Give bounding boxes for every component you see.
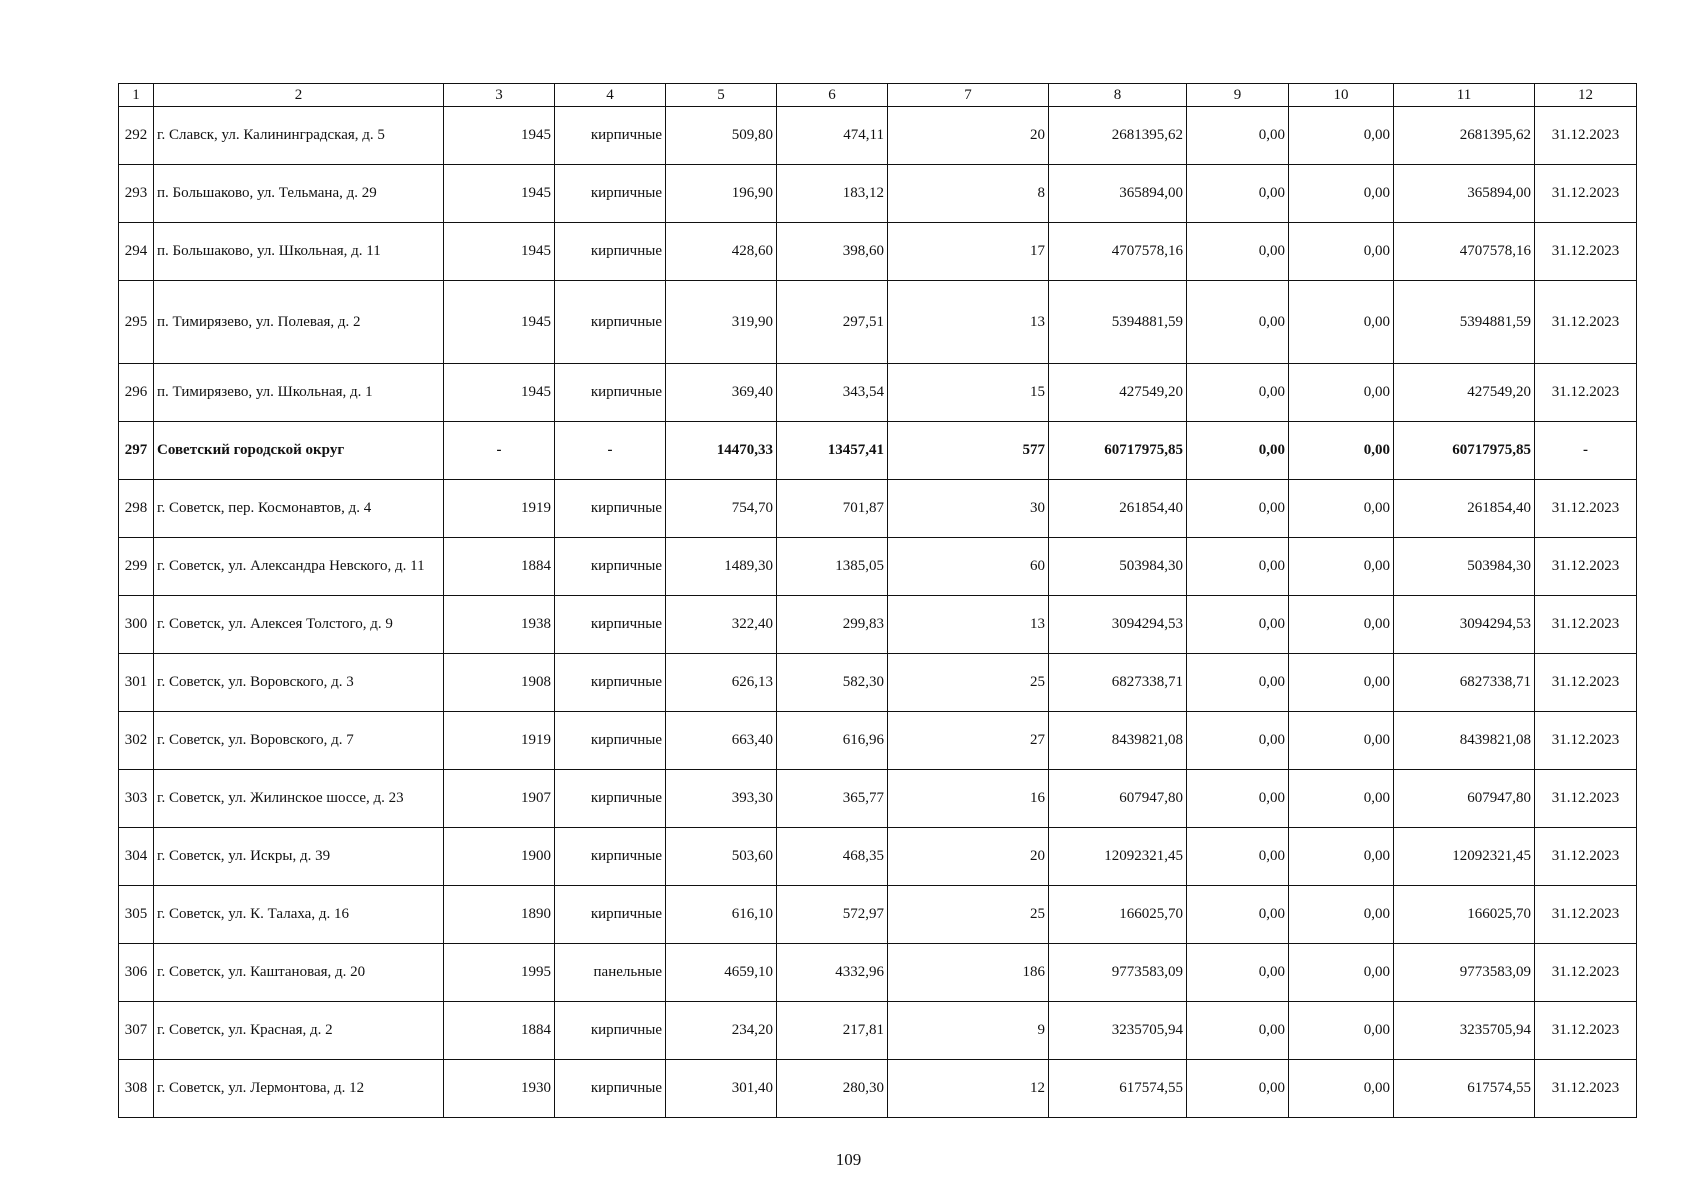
wall-material-cell: кирпичные <box>555 828 666 886</box>
year-built-cell: 1919 <box>444 480 555 538</box>
deadline-cell: 31.12.2023 <box>1535 107 1637 165</box>
address-cell: г. Славск, ул. Калининградская, д. 5 <box>154 107 444 165</box>
row-number-cell: 294 <box>119 223 154 281</box>
wall-material-cell: кирпичные <box>555 1002 666 1060</box>
total-cost-cell: 5394881,59 <box>1049 281 1187 364</box>
column-header: 3 <box>444 84 555 107</box>
deadline-cell: 31.12.2023 <box>1535 1002 1637 1060</box>
column-header: 12 <box>1535 84 1637 107</box>
column-number-header-row <box>119 84 1637 107</box>
address-cell: г. Советск, ул. Каштановая, д. 20 <box>154 944 444 1002</box>
address-cell: п. Тимирязево, ул. Школьная, д. 1 <box>154 364 444 422</box>
budget-cell: 0,00 <box>1289 538 1394 596</box>
wall-material-cell: кирпичные <box>555 223 666 281</box>
budget-cell: 0,00 <box>1289 1002 1394 1060</box>
wall-material-cell: кирпичные <box>555 770 666 828</box>
address-cell: г. Советск, ул. Александра Невского, д. 11 <box>154 538 444 596</box>
deadline-cell: 31.12.2023 <box>1535 712 1637 770</box>
total-cost-cell: 4707578,16 <box>1049 223 1187 281</box>
fund-cell: 0,00 <box>1187 712 1289 770</box>
residents-count-cell: 30 <box>888 480 1049 538</box>
column-header: 4 <box>555 84 666 107</box>
wall-material-cell: кирпичные <box>555 281 666 364</box>
fund-cell: 0,00 <box>1187 1002 1289 1060</box>
living-area-cell: 280,30 <box>777 1060 888 1118</box>
address-cell: г. Советск, пер. Космонавтов, д. 4 <box>154 480 444 538</box>
fund-cell: 0,00 <box>1187 165 1289 223</box>
deadline-cell: 31.12.2023 <box>1535 886 1637 944</box>
owners-funds-cell: 9773583,09 <box>1394 944 1535 1002</box>
total-cost-cell: 12092321,45 <box>1049 828 1187 886</box>
deadline-cell: 31.12.2023 <box>1535 596 1637 654</box>
owners-funds-cell: 503984,30 <box>1394 538 1535 596</box>
address-cell: п. Большаково, ул. Тельмана, д. 29 <box>154 165 444 223</box>
deadline-cell: 31.12.2023 <box>1535 1060 1637 1118</box>
table-row <box>119 107 1637 165</box>
budget-cell: 0,00 <box>1289 422 1394 480</box>
deadline-cell: 31.12.2023 <box>1535 654 1637 712</box>
total-cost-cell: 607947,80 <box>1049 770 1187 828</box>
living-area-cell: 616,96 <box>777 712 888 770</box>
residents-count-cell: 13 <box>888 596 1049 654</box>
total-area-cell: 4659,10 <box>666 944 777 1002</box>
owners-funds-cell: 617574,55 <box>1394 1060 1535 1118</box>
table-row <box>119 886 1637 944</box>
total-area-cell: 663,40 <box>666 712 777 770</box>
column-header: 11 <box>1394 84 1535 107</box>
residents-count-cell: 186 <box>888 944 1049 1002</box>
column-header: 6 <box>777 84 888 107</box>
fund-cell: 0,00 <box>1187 654 1289 712</box>
residents-count-cell: 25 <box>888 654 1049 712</box>
year-built-cell: - <box>444 422 555 480</box>
total-area-cell: 503,60 <box>666 828 777 886</box>
table-row <box>119 480 1637 538</box>
total-cost-cell: 427549,20 <box>1049 364 1187 422</box>
total-cost-cell: 3094294,53 <box>1049 596 1187 654</box>
fund-cell: 0,00 <box>1187 770 1289 828</box>
column-header: 10 <box>1289 84 1394 107</box>
row-number-cell: 305 <box>119 886 154 944</box>
residents-count-cell: 15 <box>888 364 1049 422</box>
budget-cell: 0,00 <box>1289 654 1394 712</box>
residents-count-cell: 12 <box>888 1060 1049 1118</box>
deadline-cell: 31.12.2023 <box>1535 281 1637 364</box>
row-number-cell: 295 <box>119 281 154 364</box>
fund-cell: 0,00 <box>1187 422 1289 480</box>
page-number: 109 <box>835 1150 862 1169</box>
row-number-cell: 307 <box>119 1002 154 1060</box>
fund-cell: 0,00 <box>1187 886 1289 944</box>
budget-cell: 0,00 <box>1289 828 1394 886</box>
total-cost-cell: 6827338,71 <box>1049 654 1187 712</box>
column-header: 5 <box>666 84 777 107</box>
table-row <box>119 828 1637 886</box>
housing-register-table <box>118 83 1637 1118</box>
total-area-cell: 393,30 <box>666 770 777 828</box>
year-built-cell: 1919 <box>444 712 555 770</box>
budget-cell: 0,00 <box>1289 886 1394 944</box>
residents-count-cell: 13 <box>888 281 1049 364</box>
budget-cell: 0,00 <box>1289 1060 1394 1118</box>
residents-count-cell: 577 <box>888 422 1049 480</box>
deadline-cell: 31.12.2023 <box>1535 165 1637 223</box>
total-area-cell: 14470,33 <box>666 422 777 480</box>
year-built-cell: 1938 <box>444 596 555 654</box>
address-cell: г. Советск, ул. К. Талаха, д. 16 <box>154 886 444 944</box>
total-area-cell: 234,20 <box>666 1002 777 1060</box>
living-area-cell: 398,60 <box>777 223 888 281</box>
table-row <box>119 364 1637 422</box>
fund-cell: 0,00 <box>1187 944 1289 1002</box>
table-row <box>119 223 1637 281</box>
deadline-cell: 31.12.2023 <box>1535 538 1637 596</box>
wall-material-cell: кирпичные <box>555 480 666 538</box>
total-cost-cell: 9773583,09 <box>1049 944 1187 1002</box>
budget-cell: 0,00 <box>1289 770 1394 828</box>
fund-cell: 0,00 <box>1187 1060 1289 1118</box>
wall-material-cell: кирпичные <box>555 364 666 422</box>
column-header: 7 <box>888 84 1049 107</box>
year-built-cell: 1890 <box>444 886 555 944</box>
wall-material-cell: кирпичные <box>555 712 666 770</box>
total-area-cell: 1489,30 <box>666 538 777 596</box>
owners-funds-cell: 166025,70 <box>1394 886 1535 944</box>
wall-material-cell: кирпичные <box>555 538 666 596</box>
budget-cell: 0,00 <box>1289 281 1394 364</box>
residents-count-cell: 9 <box>888 1002 1049 1060</box>
owners-funds-cell: 12092321,45 <box>1394 828 1535 886</box>
deadline-cell: 31.12.2023 <box>1535 828 1637 886</box>
living-area-cell: 13457,41 <box>777 422 888 480</box>
fund-cell: 0,00 <box>1187 480 1289 538</box>
row-number-cell: 308 <box>119 1060 154 1118</box>
row-number-cell: 306 <box>119 944 154 1002</box>
table-row <box>119 422 1637 480</box>
fund-cell: 0,00 <box>1187 223 1289 281</box>
address-cell: п. Большаково, ул. Школьная, д. 11 <box>154 223 444 281</box>
owners-funds-cell: 8439821,08 <box>1394 712 1535 770</box>
row-number-cell: 302 <box>119 712 154 770</box>
total-cost-cell: 261854,40 <box>1049 480 1187 538</box>
row-number-cell: 299 <box>119 538 154 596</box>
residents-count-cell: 20 <box>888 828 1049 886</box>
year-built-cell: 1908 <box>444 654 555 712</box>
wall-material-cell: кирпичные <box>555 107 666 165</box>
owners-funds-cell: 2681395,62 <box>1394 107 1535 165</box>
owners-funds-cell: 261854,40 <box>1394 480 1535 538</box>
wall-material-cell: - <box>555 422 666 480</box>
total-cost-cell: 365894,00 <box>1049 165 1187 223</box>
table-row <box>119 1002 1637 1060</box>
total-area-cell: 616,10 <box>666 886 777 944</box>
residents-count-cell: 20 <box>888 107 1049 165</box>
row-number-cell: 292 <box>119 107 154 165</box>
budget-cell: 0,00 <box>1289 364 1394 422</box>
address-cell: г. Советск, ул. Жилинское шоссе, д. 23 <box>154 770 444 828</box>
column-header: 8 <box>1049 84 1187 107</box>
living-area-cell: 297,51 <box>777 281 888 364</box>
budget-cell: 0,00 <box>1289 712 1394 770</box>
year-built-cell: 1945 <box>444 165 555 223</box>
total-area-cell: 301,40 <box>666 1060 777 1118</box>
year-built-cell: 1945 <box>444 223 555 281</box>
total-area-cell: 319,90 <box>666 281 777 364</box>
fund-cell: 0,00 <box>1187 281 1289 364</box>
row-number-cell: 304 <box>119 828 154 886</box>
fund-cell: 0,00 <box>1187 828 1289 886</box>
fund-cell: 0,00 <box>1187 364 1289 422</box>
row-number-cell: 293 <box>119 165 154 223</box>
residents-count-cell: 16 <box>888 770 1049 828</box>
owners-funds-cell: 427549,20 <box>1394 364 1535 422</box>
total-area-cell: 754,70 <box>666 480 777 538</box>
row-number-cell: 300 <box>119 596 154 654</box>
column-header: 2 <box>154 84 444 107</box>
row-number-cell: 303 <box>119 770 154 828</box>
owners-funds-cell: 607947,80 <box>1394 770 1535 828</box>
total-area-cell: 509,80 <box>666 107 777 165</box>
residents-count-cell: 25 <box>888 886 1049 944</box>
deadline-cell: 31.12.2023 <box>1535 770 1637 828</box>
total-cost-cell: 2681395,62 <box>1049 107 1187 165</box>
row-number-cell: 298 <box>119 480 154 538</box>
table-row <box>119 281 1637 364</box>
row-number-cell: 296 <box>119 364 154 422</box>
total-cost-cell: 617574,55 <box>1049 1060 1187 1118</box>
owners-funds-cell: 60717975,85 <box>1394 422 1535 480</box>
total-area-cell: 626,13 <box>666 654 777 712</box>
owners-funds-cell: 3094294,53 <box>1394 596 1535 654</box>
table-row <box>119 538 1637 596</box>
living-area-cell: 468,35 <box>777 828 888 886</box>
residents-count-cell: 8 <box>888 165 1049 223</box>
address-cell: г. Советск, ул. Лермонтова, д. 12 <box>154 1060 444 1118</box>
address-cell: г. Советск, ул. Алексея Толстого, д. 9 <box>154 596 444 654</box>
wall-material-cell: кирпичные <box>555 1060 666 1118</box>
living-area-cell: 474,11 <box>777 107 888 165</box>
table-body <box>119 107 1637 1118</box>
address-cell: г. Советск, ул. Искры, д. 39 <box>154 828 444 886</box>
wall-material-cell: панельные <box>555 944 666 1002</box>
total-cost-cell: 503984,30 <box>1049 538 1187 596</box>
year-built-cell: 1900 <box>444 828 555 886</box>
address-cell: г. Советск, ул. Красная, д. 2 <box>154 1002 444 1060</box>
wall-material-cell: кирпичные <box>555 596 666 654</box>
living-area-cell: 1385,05 <box>777 538 888 596</box>
table-row <box>119 944 1637 1002</box>
wall-material-cell: кирпичные <box>555 654 666 712</box>
living-area-cell: 217,81 <box>777 1002 888 1060</box>
budget-cell: 0,00 <box>1289 596 1394 654</box>
deadline-cell: 31.12.2023 <box>1535 480 1637 538</box>
year-built-cell: 1884 <box>444 1002 555 1060</box>
address-cell: Советский городской округ <box>154 422 444 480</box>
year-built-cell: 1930 <box>444 1060 555 1118</box>
row-number-cell: 297 <box>119 422 154 480</box>
table-row <box>119 712 1637 770</box>
budget-cell: 0,00 <box>1289 480 1394 538</box>
fund-cell: 0,00 <box>1187 107 1289 165</box>
table-row <box>119 1060 1637 1118</box>
table-row <box>119 596 1637 654</box>
deadline-cell: 31.12.2023 <box>1535 944 1637 1002</box>
total-cost-cell: 166025,70 <box>1049 886 1187 944</box>
column-header: 9 <box>1187 84 1289 107</box>
owners-funds-cell: 365894,00 <box>1394 165 1535 223</box>
budget-cell: 0,00 <box>1289 223 1394 281</box>
residents-count-cell: 60 <box>888 538 1049 596</box>
address-cell: г. Советск, ул. Воровского, д. 3 <box>154 654 444 712</box>
total-area-cell: 428,60 <box>666 223 777 281</box>
fund-cell: 0,00 <box>1187 538 1289 596</box>
budget-cell: 0,00 <box>1289 107 1394 165</box>
total-cost-cell: 60717975,85 <box>1049 422 1187 480</box>
year-built-cell: 1945 <box>444 107 555 165</box>
budget-cell: 0,00 <box>1289 165 1394 223</box>
table-row <box>119 165 1637 223</box>
wall-material-cell: кирпичные <box>555 165 666 223</box>
year-built-cell: 1884 <box>444 538 555 596</box>
year-built-cell: 1945 <box>444 281 555 364</box>
wall-material-cell: кирпичные <box>555 886 666 944</box>
fund-cell: 0,00 <box>1187 596 1289 654</box>
living-area-cell: 701,87 <box>777 480 888 538</box>
year-built-cell: 1945 <box>444 364 555 422</box>
owners-funds-cell: 5394881,59 <box>1394 281 1535 364</box>
living-area-cell: 4332,96 <box>777 944 888 1002</box>
living-area-cell: 183,12 <box>777 165 888 223</box>
residents-count-cell: 27 <box>888 712 1049 770</box>
total-cost-cell: 8439821,08 <box>1049 712 1187 770</box>
residents-count-cell: 17 <box>888 223 1049 281</box>
living-area-cell: 365,77 <box>777 770 888 828</box>
column-header: 1 <box>119 84 154 107</box>
owners-funds-cell: 3235705,94 <box>1394 1002 1535 1060</box>
owners-funds-cell: 6827338,71 <box>1394 654 1535 712</box>
living-area-cell: 572,97 <box>777 886 888 944</box>
year-built-cell: 1995 <box>444 944 555 1002</box>
living-area-cell: 299,83 <box>777 596 888 654</box>
table-row <box>119 770 1637 828</box>
deadline-cell: 31.12.2023 <box>1535 364 1637 422</box>
owners-funds-cell: 4707578,16 <box>1394 223 1535 281</box>
row-number-cell: 301 <box>119 654 154 712</box>
table-row <box>119 654 1637 712</box>
total-area-cell: 196,90 <box>666 165 777 223</box>
address-cell: г. Советск, ул. Воровского, д. 7 <box>154 712 444 770</box>
year-built-cell: 1907 <box>444 770 555 828</box>
total-cost-cell: 3235705,94 <box>1049 1002 1187 1060</box>
budget-cell: 0,00 <box>1289 944 1394 1002</box>
living-area-cell: 343,54 <box>777 364 888 422</box>
deadline-cell: 31.12.2023 <box>1535 223 1637 281</box>
deadline-cell: - <box>1535 422 1637 480</box>
total-area-cell: 369,40 <box>666 364 777 422</box>
total-area-cell: 322,40 <box>666 596 777 654</box>
address-cell: п. Тимирязево, ул. Полевая, д. 2 <box>154 281 444 364</box>
living-area-cell: 582,30 <box>777 654 888 712</box>
